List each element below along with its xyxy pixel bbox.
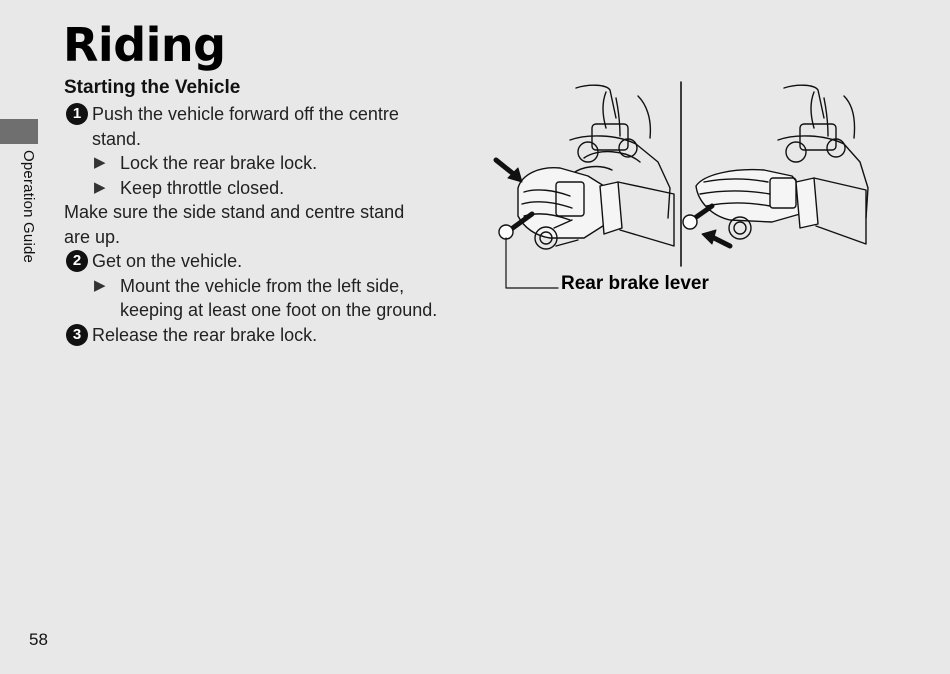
step-number-2: 2 bbox=[66, 250, 88, 272]
step-2-text: Get on the vehicle. bbox=[92, 251, 243, 271]
note-line-2: are up. bbox=[64, 226, 121, 247]
step-3 bbox=[64, 323, 464, 348]
step-1-line-1: Push the vehicle forward off the centre bbox=[92, 104, 399, 124]
step-number-3: 3 bbox=[66, 324, 88, 346]
step-3-text: Release the rear brake lock. bbox=[92, 324, 318, 345]
triangle-bullet-icon: ▶ bbox=[94, 154, 106, 171]
sidebar-section-label: Operation Guide bbox=[20, 150, 37, 264]
step-2-sub bbox=[64, 274, 464, 323]
page-title: Riding bbox=[63, 18, 226, 72]
triangle-bullet-icon: ▶ bbox=[94, 276, 106, 294]
step-2 bbox=[64, 249, 464, 274]
note-line-1: Make sure the side stand and centre stand bbox=[64, 202, 405, 222]
section-tab-marker bbox=[0, 119, 38, 144]
page-number: 58 bbox=[29, 630, 48, 649]
sub-text: Lock the rear brake lock. bbox=[120, 153, 318, 173]
brake-lever-illustration bbox=[488, 78, 873, 298]
step-1 bbox=[64, 102, 464, 151]
step-2-sub-line-2: keeping at least one foot on the ground. bbox=[120, 300, 438, 320]
step-number-1: 1 bbox=[66, 103, 88, 125]
instructions bbox=[64, 76, 464, 347]
triangle-bullet-icon: ▶ bbox=[94, 178, 106, 196]
step-1-line-2: stand. bbox=[92, 128, 142, 149]
step-1-sub-2 bbox=[64, 176, 464, 201]
step-1-sub-1 bbox=[64, 151, 464, 176]
step-2-sub-line-1: Mount the vehicle from the left side, bbox=[120, 275, 405, 296]
section-heading: Starting the Vehicle bbox=[64, 77, 241, 98]
right-panel-drawing bbox=[683, 85, 868, 246]
figure-callout-label: Rear brake lever bbox=[561, 273, 709, 294]
left-panel-drawing bbox=[496, 85, 674, 288]
sub-text: Keep throttle closed. bbox=[120, 177, 285, 198]
